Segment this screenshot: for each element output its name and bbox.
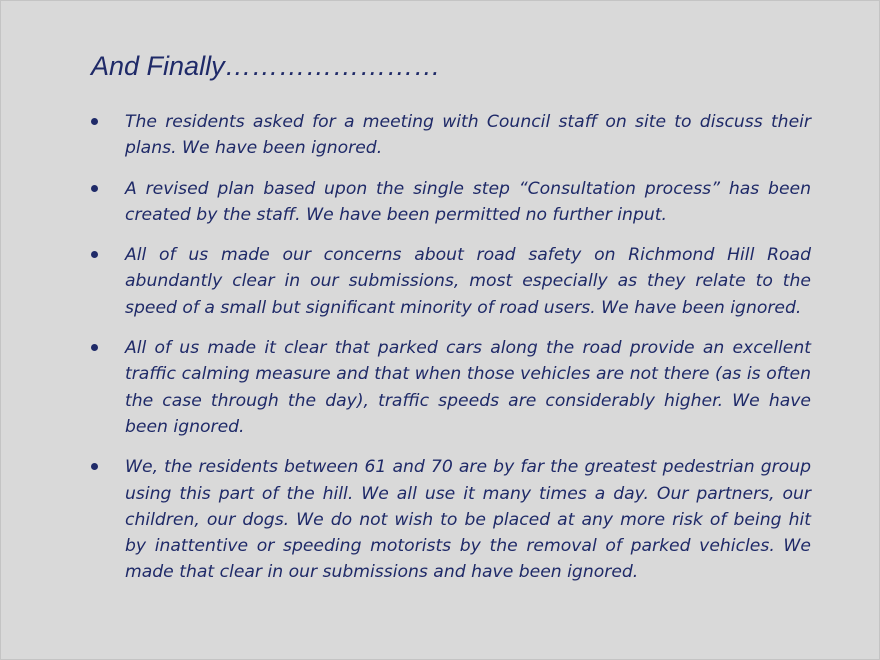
bullet-text: The residents asked for a meeting with Council staff on site to discuss their plans. We have been ignored.: [125, 112, 811, 159]
bullet-dot-icon: [91, 463, 98, 470]
bullet-dot-icon: [91, 118, 98, 125]
bullet-text: All of us made our concerns about road safety on Richmond Hill Road abundantly clear in our submissions, most especially as they relate to the speed of a small but significant minority of road users. We have been ignored.: [125, 245, 811, 318]
bullet-dot-icon: [91, 251, 98, 258]
bullet-list: [89, 109, 811, 600]
bullet-text: All of us made it clear that parked cars along the road provide an excellent traffic calming measure and that when those vehicles are not there (as is often the case through the day), traffic speeds are considerably higher. We have been ignored.: [125, 338, 811, 437]
bullet-dot-icon: [91, 185, 98, 192]
bullet-text: We, the residents between 61 and 70 are by far the greatest pedestrian group using this part of the hill. We all use it many times a day. Our partners, our children, our dogs. We do not wish to be placed at any more risk of being hit by inattentive or speeding motorists by the removal of parked vehicles. We made that clear in our submissions and have been ignored.: [125, 457, 811, 583]
bullet-item: [89, 242, 811, 321]
bullet-item: [89, 176, 811, 229]
slide-title: And Finally……………………: [91, 51, 441, 81]
bullet-dot-icon: [91, 344, 98, 351]
bullet-item: [89, 109, 811, 162]
bullet-item: [89, 454, 811, 585]
bullet-text: A revised plan based upon the single step “Consultation process” has been created by the staff. We have been permitted no further input.: [125, 178, 811, 225]
bullet-item: [89, 335, 811, 440]
